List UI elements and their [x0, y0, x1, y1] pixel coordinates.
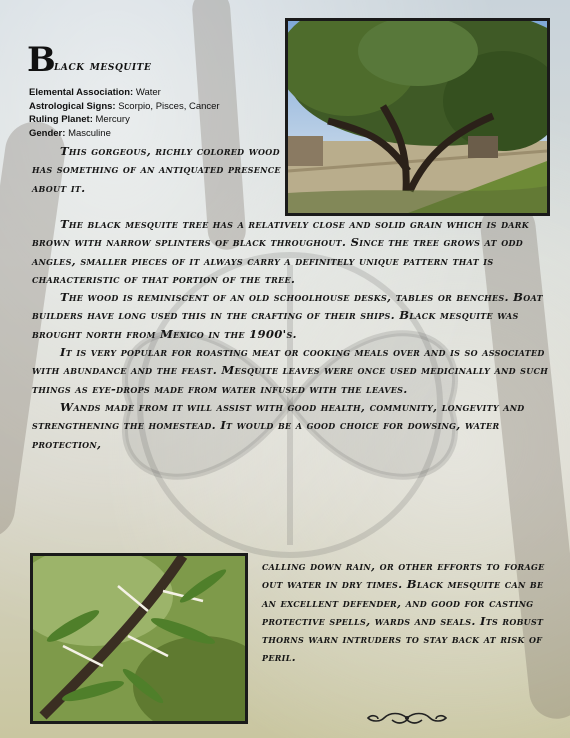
attribute-value: Scorpio, Pisces, Cancer [118, 100, 220, 112]
attribute-value: Masculine [68, 127, 111, 139]
intro-paragraph [32, 142, 282, 197]
attribute-row [29, 127, 220, 141]
main-text [32, 215, 550, 453]
attribute-label: Gender: [29, 127, 66, 139]
paragraph-grain: The black mesquite tree has a relatively close and solid grain which is dark brown with narrow splinters of black throughout. Since the tree grows at odd angles, smaller pieces of it always carry a definitely unique pattern that is characteristic of that portion of the tree. [32, 217, 530, 286]
attribute-row [29, 113, 220, 127]
paragraph-wands: Wands made from it will assist with good health, community, longevity and strengthening the homestead. It would be a good choice for dowsing, water protection, [32, 399, 525, 451]
paragraph-text: calling down rain, or other efforts to forage out water in dry times. Black mesquite can be an excellent defender, and good for casting protective spells, wards and seals. Its robust thorns warn intruders to stay back at risk of peril. [262, 559, 545, 665]
paragraph-uses: It is very popular for roasting meat or cooking meals over and is so associated with abundance and the feast. Mesquite leaves were once used medicinally and such things as eye-drops made from water infused with the leaves. [32, 345, 549, 396]
mesquite-branch-photo [30, 553, 248, 724]
attribute-row [29, 100, 220, 114]
attribute-label: Ruling Planet: [29, 114, 93, 125]
closing-paragraph [262, 557, 552, 667]
mesquite-tree-photo [285, 18, 550, 216]
paragraph-history: The wood is reminiscent of an old schoolhouse desks, tables or benches. Boat builders have long used this in the crafting of their ships. Black mesquite was brought north from Mexico in the 1900's. [32, 290, 543, 341]
attribute-row [29, 86, 220, 100]
title-dropcap: B [27, 40, 56, 80]
correspondences-list [29, 86, 220, 140]
attribute-label: Elemental Association: [29, 87, 134, 98]
tree-photo-image [288, 21, 547, 213]
attribute-label: Astrological Signs: [29, 100, 116, 112]
title-text: lack mesquite [54, 59, 152, 74]
branch-photo-image [33, 556, 245, 721]
attribute-value: Water [135, 87, 161, 98]
attribute-value: Mercury [95, 114, 130, 125]
scroll-ornament-icon [362, 710, 452, 726]
paragraph-text: This gorgeous, richly colored wood has something of an antiquated presence about it. [32, 144, 281, 195]
